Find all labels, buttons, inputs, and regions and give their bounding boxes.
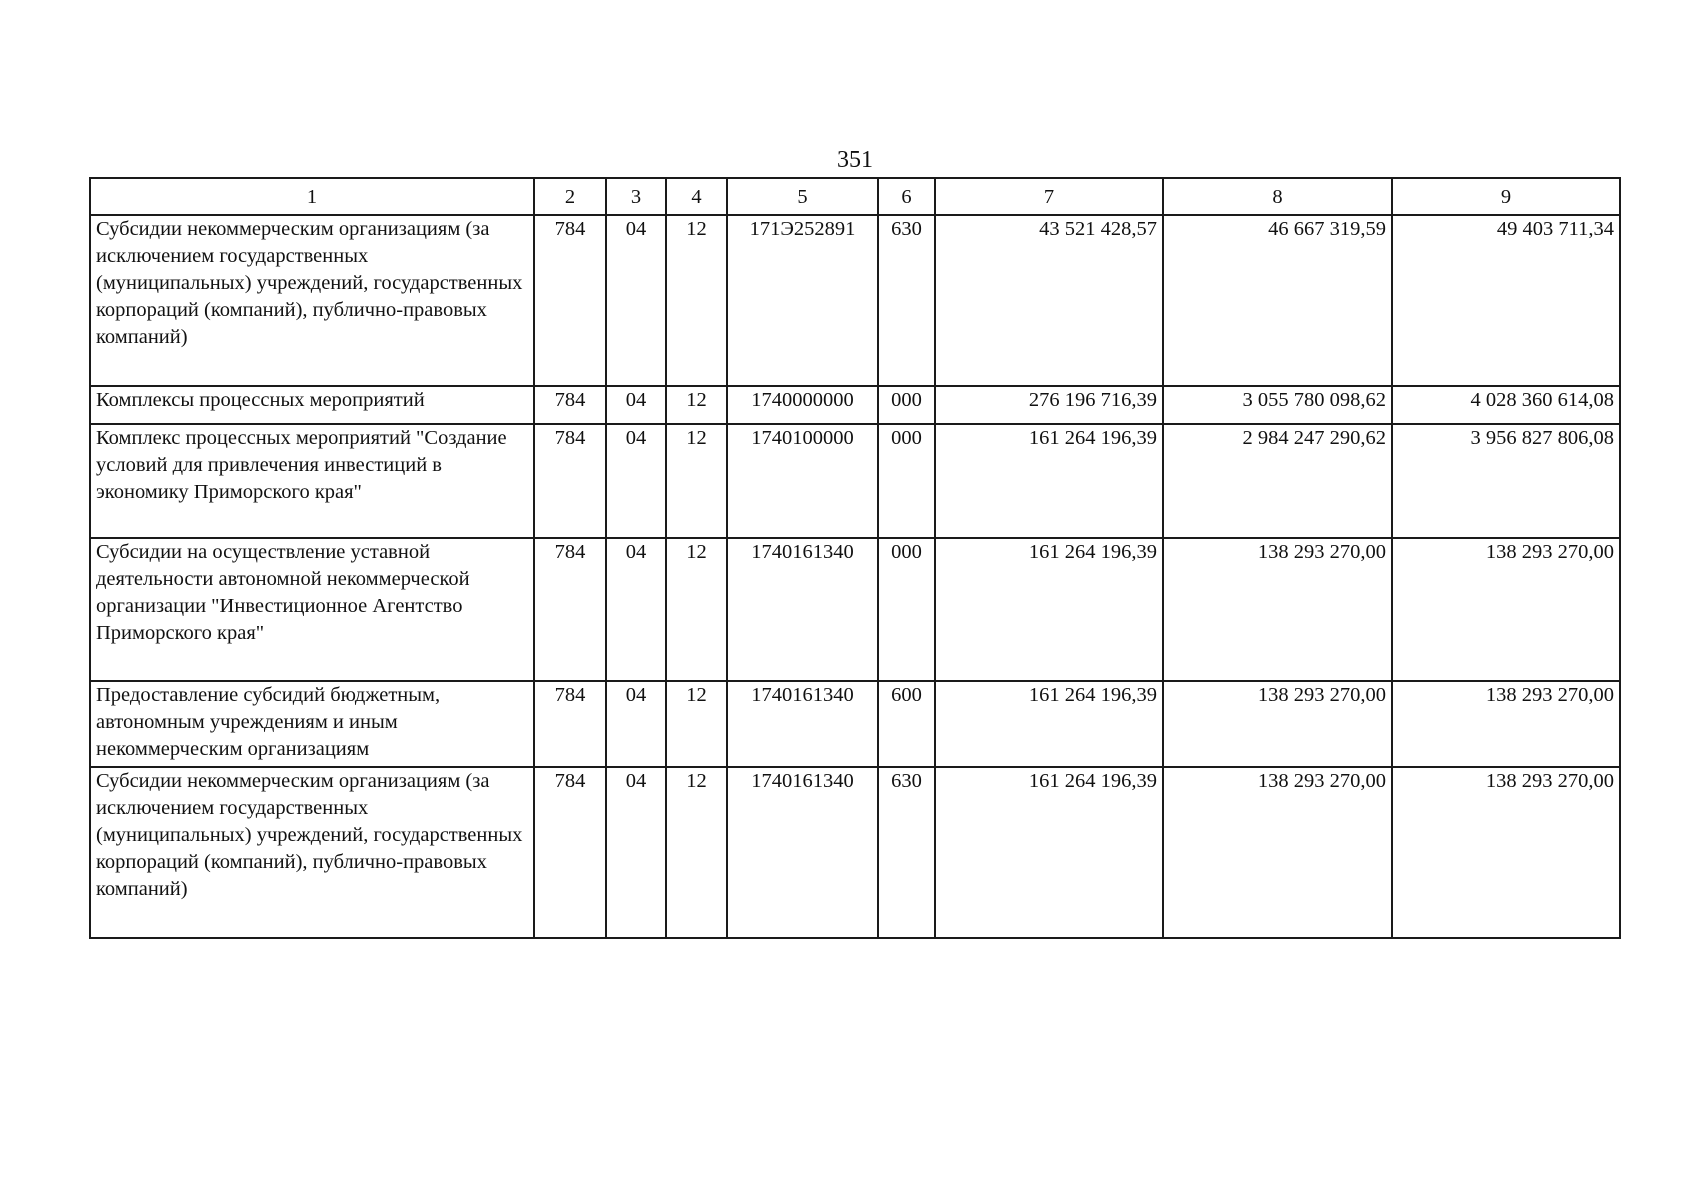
cell-amount-col8: 2 984 247 290,62 bbox=[1163, 424, 1392, 538]
header-col-3: 3 bbox=[606, 178, 666, 215]
cell-ministry-code: 784 bbox=[534, 424, 606, 538]
table-row bbox=[90, 215, 1620, 386]
cell-section: 04 bbox=[606, 681, 666, 767]
header-col-9: 9 bbox=[1392, 178, 1620, 215]
row-description: Субсидии некоммерческим организациям (за исключением государственных (муниципальных) учреждений, государственных корпораций (компаний), публично-правовых компаний) bbox=[90, 215, 534, 386]
cell-target-article: 1740161340 bbox=[727, 767, 878, 938]
cell-ministry-code: 784 bbox=[534, 215, 606, 386]
header-col-7: 7 bbox=[935, 178, 1163, 215]
header-col-5: 5 bbox=[727, 178, 878, 215]
cell-target-article: 1740100000 bbox=[727, 424, 878, 538]
cell-amount-col7: 161 264 196,39 bbox=[935, 767, 1163, 938]
cell-section: 04 bbox=[606, 424, 666, 538]
cell-expense-type: 630 bbox=[878, 767, 935, 938]
table-header-row bbox=[90, 178, 1620, 215]
cell-target-article: 1740000000 bbox=[727, 386, 878, 424]
cell-subsection: 12 bbox=[666, 538, 727, 681]
cell-subsection: 12 bbox=[666, 386, 727, 424]
header-col-1: 1 bbox=[90, 178, 534, 215]
cell-amount-col8: 138 293 270,00 bbox=[1163, 681, 1392, 767]
cell-target-article: 1740161340 bbox=[727, 681, 878, 767]
budget-table bbox=[89, 177, 1621, 939]
cell-ministry-code: 784 bbox=[534, 681, 606, 767]
cell-expense-type: 000 bbox=[878, 386, 935, 424]
cell-amount-col9: 3 956 827 806,08 bbox=[1392, 424, 1620, 538]
cell-amount-col7: 276 196 716,39 bbox=[935, 386, 1163, 424]
cell-subsection: 12 bbox=[666, 215, 727, 386]
row-description: Предоставление субсидий бюджетным, автономным учреждениям и иным некоммерческим организациям bbox=[90, 681, 534, 767]
table-row bbox=[90, 767, 1620, 938]
cell-amount-col9: 138 293 270,00 bbox=[1392, 681, 1620, 767]
cell-section: 04 bbox=[606, 215, 666, 386]
table-row bbox=[90, 538, 1620, 681]
cell-amount-col8: 138 293 270,00 bbox=[1163, 538, 1392, 681]
cell-subsection: 12 bbox=[666, 424, 727, 538]
cell-ministry-code: 784 bbox=[534, 767, 606, 938]
cell-amount-col8: 46 667 319,59 bbox=[1163, 215, 1392, 386]
cell-section: 04 bbox=[606, 767, 666, 938]
cell-target-article: 171Э252891 bbox=[727, 215, 878, 386]
cell-section: 04 bbox=[606, 538, 666, 681]
cell-expense-type: 630 bbox=[878, 215, 935, 386]
row-description: Комплекс процессных мероприятий "Создание условий для привлечения инвестиций в экономику Приморского края" bbox=[90, 424, 534, 538]
cell-amount-col7: 161 264 196,39 bbox=[935, 538, 1163, 681]
cell-subsection: 12 bbox=[666, 681, 727, 767]
table-row bbox=[90, 424, 1620, 538]
cell-section: 04 bbox=[606, 386, 666, 424]
row-description: Комплексы процессных мероприятий bbox=[90, 386, 534, 424]
header-col-6: 6 bbox=[878, 178, 935, 215]
cell-amount-col9: 138 293 270,00 bbox=[1392, 767, 1620, 938]
cell-expense-type: 000 bbox=[878, 538, 935, 681]
cell-amount-col9: 49 403 711,34 bbox=[1392, 215, 1620, 386]
cell-amount-col7: 43 521 428,57 bbox=[935, 215, 1163, 386]
cell-amount-col7: 161 264 196,39 bbox=[935, 681, 1163, 767]
page-number: 351 bbox=[837, 147, 873, 173]
cell-subsection: 12 bbox=[666, 767, 727, 938]
cell-ministry-code: 784 bbox=[534, 538, 606, 681]
row-description: Субсидии на осуществление уставной деятельности автономной некоммерческой организации "Инвестиционное Агентство Приморского края" bbox=[90, 538, 534, 681]
cell-amount-col8: 3 055 780 098,62 bbox=[1163, 386, 1392, 424]
header-col-8: 8 bbox=[1163, 178, 1392, 215]
header-col-2: 2 bbox=[534, 178, 606, 215]
cell-amount-col8: 138 293 270,00 bbox=[1163, 767, 1392, 938]
header-col-4: 4 bbox=[666, 178, 727, 215]
cell-amount-col7: 161 264 196,39 bbox=[935, 424, 1163, 538]
cell-amount-col9: 138 293 270,00 bbox=[1392, 538, 1620, 681]
cell-ministry-code: 784 bbox=[534, 386, 606, 424]
cell-expense-type: 000 bbox=[878, 424, 935, 538]
cell-amount-col9: 4 028 360 614,08 bbox=[1392, 386, 1620, 424]
row-description: Субсидии некоммерческим организациям (за исключением государственных (муниципальных) учреждений, государственных корпораций (компаний), публично-правовых компаний) bbox=[90, 767, 534, 938]
table-row bbox=[90, 386, 1620, 424]
table-row bbox=[90, 681, 1620, 767]
cell-expense-type: 600 bbox=[878, 681, 935, 767]
cell-target-article: 1740161340 bbox=[727, 538, 878, 681]
